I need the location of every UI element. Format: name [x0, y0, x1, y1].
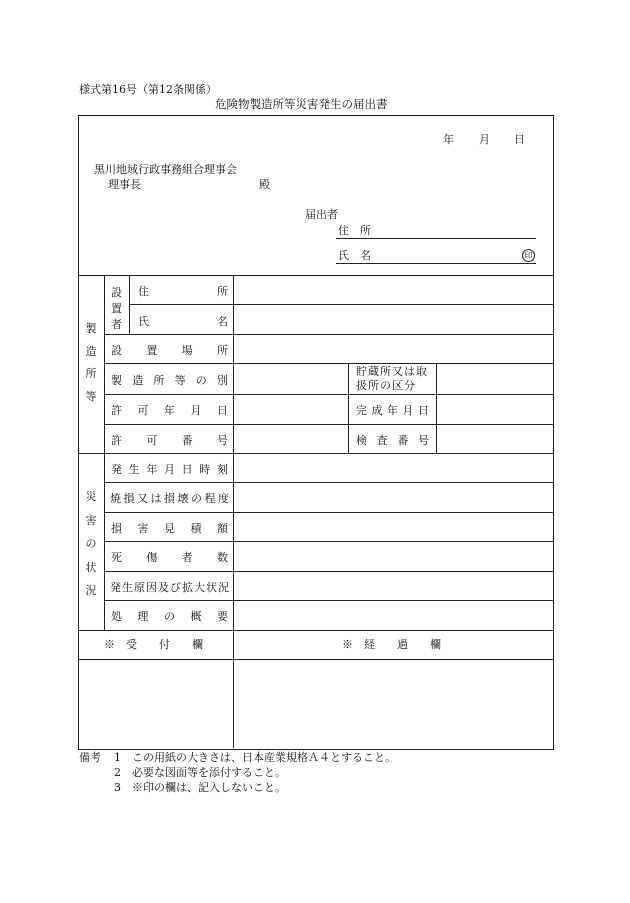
label-char: 又 [137, 492, 148, 505]
applicant-address-label: 住 所 [338, 224, 371, 237]
row-line [104, 512, 553, 513]
row-line [129, 304, 553, 305]
label-char: 製 [111, 374, 122, 387]
addressee-position: 理事長 [108, 178, 141, 191]
damage-degree-label [110, 490, 229, 506]
label-char: 製 [85, 322, 97, 335]
location-label [111, 342, 228, 358]
label-char: の [191, 492, 202, 505]
label-char: の [164, 610, 175, 623]
label-char: 検 [356, 434, 367, 447]
label-char: 状 [206, 581, 217, 594]
label-char: 況 [218, 581, 229, 594]
facility-section-label [80, 320, 102, 404]
note-3-text: ※印の欄は、記入しないこと。 [132, 781, 286, 794]
label-char: 成 [371, 404, 383, 417]
label-char: 拡 [182, 581, 193, 594]
permit-date-label [111, 402, 228, 418]
note-2-text: 必要な図面等を添付すること。 [132, 766, 286, 779]
label-char: 号 [417, 434, 429, 447]
label-char: 等 [174, 374, 186, 387]
col-line-section [104, 275, 105, 630]
label-char: 状 [85, 560, 97, 574]
installer-label [106, 284, 127, 331]
completion-date-label [356, 402, 429, 418]
date-year-label: 年 [443, 133, 454, 146]
label-char: 許 [111, 434, 122, 447]
label-char: 要 [217, 610, 228, 623]
type-label [111, 372, 228, 388]
applicant-name-line [336, 263, 536, 264]
label-char: 原 [134, 581, 145, 594]
footer-header-line [78, 659, 553, 660]
label-char: 及 [158, 581, 169, 594]
installer-address-label [138, 283, 228, 299]
label-char: 別 [216, 374, 228, 387]
label-char: 造 [132, 374, 144, 387]
label-char: 設 [111, 286, 122, 299]
label-char: 程 [204, 492, 216, 505]
label-char: 況 [85, 584, 97, 597]
label-char: 氏 [138, 315, 149, 328]
label-char: 可 [137, 404, 149, 417]
label-char: 日 [181, 463, 193, 476]
storage-class-text: 貯蔵所又は取扱所の区分 [356, 365, 428, 392]
occurred-at-label [111, 461, 228, 477]
cause-label [110, 579, 229, 595]
label-char: 置 [146, 344, 158, 357]
casualties-label [111, 549, 228, 565]
label-char: 災 [85, 490, 97, 503]
row-line [104, 482, 553, 483]
row-line [104, 394, 553, 395]
row-line [104, 424, 553, 425]
label-char: 大 [194, 581, 205, 594]
label-char: 所 [217, 285, 228, 298]
label-char: 号 [216, 434, 228, 447]
date-month-label: 月 [479, 133, 490, 146]
label-char: 住 [138, 285, 149, 298]
label-char: 査 [376, 434, 388, 447]
label-char: 場 [181, 344, 193, 357]
row-line [104, 363, 553, 364]
damage-estimate-label [111, 520, 228, 536]
label-char: 置 [111, 302, 122, 315]
label-char: 等 [85, 389, 97, 403]
label-char: 数 [216, 551, 228, 564]
label-char: 傷 [146, 551, 158, 564]
divider-facility [78, 453, 553, 454]
disaster-section-label [80, 488, 102, 598]
label-char: 年 [164, 404, 175, 417]
seal-icon: 印 [522, 249, 535, 262]
label-char: 造 [85, 344, 97, 358]
note-1-num: 1 [114, 751, 121, 764]
label-char: 害 [137, 522, 149, 535]
col-line-mid [348, 363, 349, 453]
label-char: は [150, 492, 162, 505]
label-char: 処 [111, 610, 122, 623]
divider-applicant [78, 275, 553, 276]
label-char: 番 [397, 434, 409, 447]
label-char: 理 [137, 610, 149, 623]
label-char: 害 [85, 513, 97, 527]
label-char: 月 [402, 404, 414, 417]
inspection-number-label [356, 432, 429, 448]
label-char: 度 [218, 492, 229, 505]
label-char: の [85, 537, 97, 550]
label-char: 損 [111, 522, 122, 535]
label-char: 損 [164, 492, 175, 505]
label-char: 時 [199, 463, 211, 476]
permit-number-label [111, 432, 228, 448]
label-char: 所 [153, 374, 165, 387]
label-char: 積 [190, 522, 202, 535]
row-line [104, 571, 553, 572]
col-line-label [233, 275, 234, 748]
progress-header: ※ 経 過 欄 [342, 638, 441, 651]
label-char: 許 [111, 404, 122, 417]
label-char: 概 [190, 610, 202, 623]
storage-class-label [356, 365, 432, 393]
form-id: 様式第16号（第12条関係） [79, 83, 217, 96]
label-char: 年 [387, 404, 398, 417]
label-char: 見 [164, 522, 175, 535]
notes-label: 備考 [79, 751, 101, 764]
label-char: 壊 [177, 492, 189, 505]
applicant-label: 届出者 [305, 208, 338, 221]
installer-name-label [138, 313, 228, 329]
label-char: 因 [146, 581, 157, 594]
label-char: 名 [217, 315, 228, 328]
label-char: 月 [190, 404, 202, 417]
note-3-num: 3 [114, 781, 121, 794]
label-char: 焼 [110, 492, 121, 505]
label-char: の [195, 374, 207, 387]
date-day-label: 日 [514, 133, 525, 146]
label-char: 日 [217, 404, 228, 417]
applicant-name-label: 氏 名 [338, 249, 371, 262]
handling-label [111, 608, 228, 624]
label-char: 設 [111, 344, 122, 357]
reception-header: ※ 受 付 欄 [104, 638, 203, 651]
label-char: 生 [128, 463, 140, 476]
label-char: び [170, 581, 181, 594]
label-char: 月 [163, 463, 175, 476]
label-char: 日 [418, 404, 429, 417]
label-char: 生 [122, 581, 133, 594]
label-char: 死 [111, 551, 122, 564]
divider-disaster [78, 630, 553, 631]
row-line [104, 541, 553, 542]
addressee-org: 黒川地域行政事務組合理事会 [94, 163, 237, 176]
label-char: 損 [123, 492, 135, 505]
label-char: 発 [110, 581, 121, 594]
row-line [104, 334, 553, 335]
label-char: 者 [111, 318, 122, 331]
addressee-honorific: 殿 [259, 178, 270, 191]
col-line-installer [129, 275, 130, 334]
label-char: 者 [181, 551, 193, 564]
label-char: 額 [217, 522, 228, 535]
label-char: 可 [146, 434, 158, 447]
label-char: 年 [146, 463, 158, 476]
col-line-mid2 [436, 363, 437, 453]
form-title: 危険物製造所等災害発生の届出書 [215, 97, 388, 111]
applicant-address-line [336, 238, 536, 239]
row-line [104, 600, 553, 601]
note-2-num: 2 [114, 766, 121, 779]
label-char: 刻 [216, 463, 228, 476]
label-char: 発 [111, 463, 122, 476]
note-1-text: この用紙の大きさは、日本産業規格Ａ４とすること。 [132, 751, 396, 764]
label-char: 所 [216, 344, 228, 357]
label-char: 番 [181, 434, 193, 447]
label-char: 所 [85, 367, 97, 381]
label-char: 完 [356, 404, 367, 417]
